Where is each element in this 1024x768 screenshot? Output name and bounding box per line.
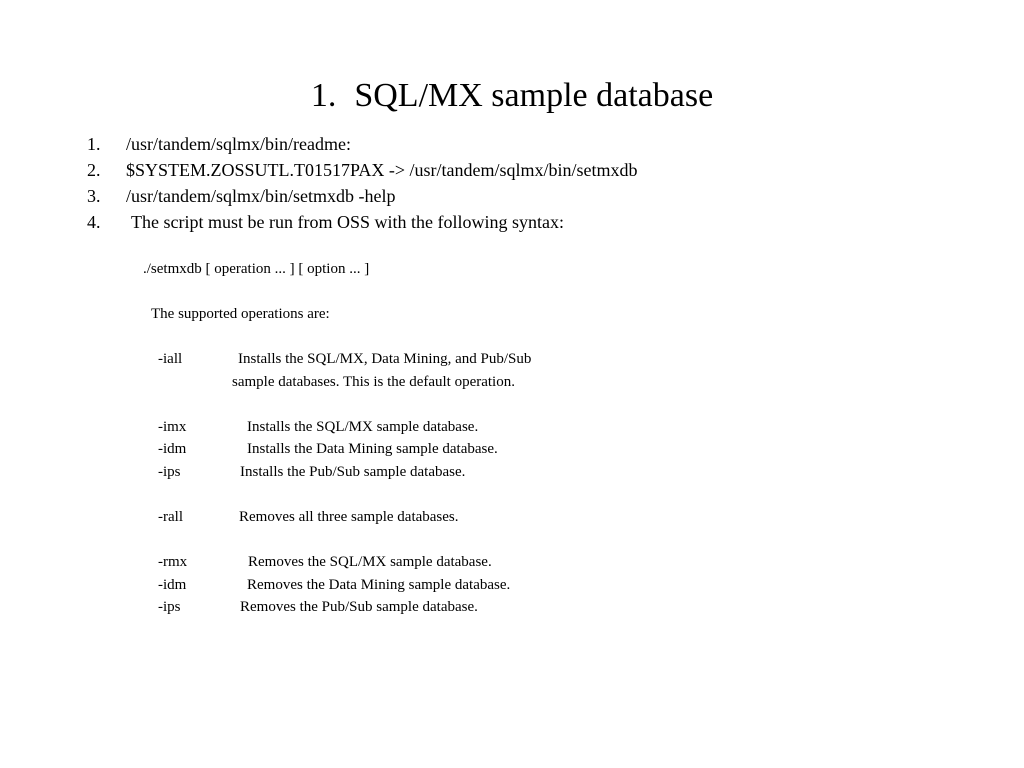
operation-row bbox=[158, 438, 658, 460]
slide-title bbox=[0, 74, 1024, 118]
numbered-list bbox=[0, 131, 1024, 235]
title-number: 1. bbox=[310, 77, 337, 114]
list-item-text: The script must be run from OSS with the following syntax: bbox=[131, 212, 564, 232]
operation-description: Installs the Pub/Sub sample database. bbox=[240, 464, 466, 480]
operation-description: Removes the Pub/Sub sample database. bbox=[240, 599, 478, 615]
list-item-text: /usr/tandem/sqlmx/bin/readme: bbox=[126, 134, 351, 154]
operation-flag: -rall bbox=[158, 509, 183, 525]
operation-row-continuation bbox=[158, 371, 658, 393]
list-item-number: 4. bbox=[87, 212, 101, 232]
operation-description: Removes the Data Mining sample database. bbox=[247, 577, 511, 593]
list-item bbox=[0, 183, 1024, 209]
operation-row bbox=[158, 348, 658, 370]
operation-description: Installs the SQL/MX, Data Mining, and Pub/Sub bbox=[238, 351, 532, 367]
usage-syntax: ./setmxdb [ operation ... ] [ option ... ] bbox=[143, 261, 370, 277]
operation-flag: -ips bbox=[158, 599, 181, 615]
list-item bbox=[0, 157, 1024, 183]
operation-flag: -imx bbox=[158, 419, 187, 435]
operation-row bbox=[158, 506, 658, 528]
operation-description: Removes the SQL/MX sample database. bbox=[248, 554, 492, 570]
list-item-text: $SYSTEM.ZOSSUTL.T01517PAX -> /usr/tandem/sqlmx/bin/setmxdb bbox=[126, 160, 638, 180]
operation-row bbox=[158, 461, 658, 483]
operation-description: Removes all three sample databases. bbox=[239, 509, 459, 525]
operation-flag: -idm bbox=[158, 577, 187, 593]
operation-row bbox=[158, 574, 658, 596]
list-item-text: /usr/tandem/sqlmx/bin/setmxdb -help bbox=[126, 186, 396, 206]
operation-row bbox=[158, 596, 658, 618]
operation-row bbox=[158, 416, 658, 438]
operation-flag: -iall bbox=[158, 351, 183, 367]
operation-flag: -idm bbox=[158, 441, 187, 457]
operation-flag: -ips bbox=[158, 464, 181, 480]
list-item-number: 3. bbox=[87, 186, 101, 206]
operations-heading: The supported operations are: bbox=[151, 306, 330, 322]
operation-description: Installs the SQL/MX sample database. bbox=[247, 419, 479, 435]
title-text: SQL/MX sample database bbox=[354, 77, 714, 114]
list-item bbox=[0, 209, 1024, 235]
operation-description-continued: sample databases. This is the default operation. bbox=[232, 374, 515, 390]
list-item-number: 1. bbox=[87, 134, 101, 154]
operation-description: Installs the Data Mining sample database. bbox=[247, 441, 498, 457]
list-item bbox=[0, 131, 1024, 157]
operation-row bbox=[158, 551, 658, 573]
operation-flag: -rmx bbox=[158, 554, 188, 570]
list-item-number: 2. bbox=[87, 160, 101, 180]
